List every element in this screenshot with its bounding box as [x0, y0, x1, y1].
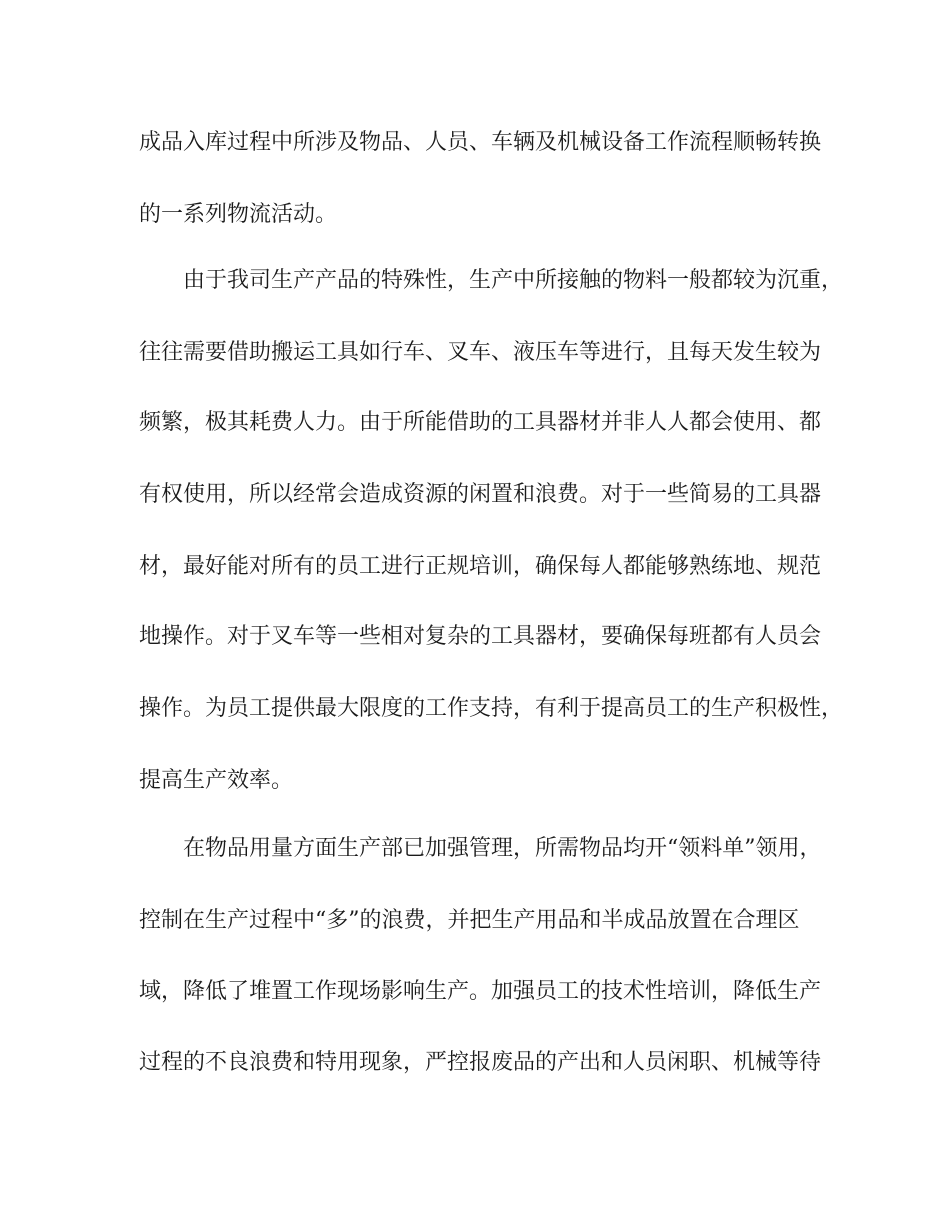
text-line: 材，最好能对所有的员工进行正规培训，确保每人都能够熟练地、规范 — [139, 554, 822, 579]
text-line: 地操作。对于叉车等一些相对复杂的工具器材，要确保每班都有人员会 — [139, 624, 822, 649]
text-line: 域，降低了堆置工作现场影响生产。加强员工的技术性培训，降低生产 — [139, 979, 822, 1004]
text-line: 提高生产效率。 — [139, 768, 294, 793]
paragraph-start-line: 由于我司生产产品的特殊性，生产中所接触的物料一般都较为沉重， — [183, 268, 844, 293]
text-line: 成品入库过程中所涉及物品、人员、车辆及机械设备工作流程顺畅转换 — [139, 130, 822, 155]
text-line: 操作。为员工提供最大限度的工作支持，有利于提高员工的生产积极性， — [139, 696, 844, 721]
text-line: 往往需要借助搬运工具如行车、叉车、液压车等进行，且每天发生较为 — [139, 340, 822, 365]
paragraph-start-line: 在物品用量方面生产部已加强管理，所需物品均开“领料单”领用， — [183, 836, 822, 861]
text-line: 的一系列物流活动。 — [139, 202, 338, 227]
text-line: 有权使用，所以经常会造成资源的闲置和浪费。对于一些简易的工具器 — [139, 482, 822, 507]
text-line: 过程的不良浪费和特用现象，严控报废品的产出和人员闲职、机械等待 — [139, 1050, 822, 1075]
text-line: 控制在生产过程中“多”的浪费，并把生产用品和半成品放置在合理区 — [139, 908, 800, 933]
text-line: 频繁，极其耗费人力。由于所能借助的工具器材并非人人都会使用、都 — [139, 410, 822, 435]
